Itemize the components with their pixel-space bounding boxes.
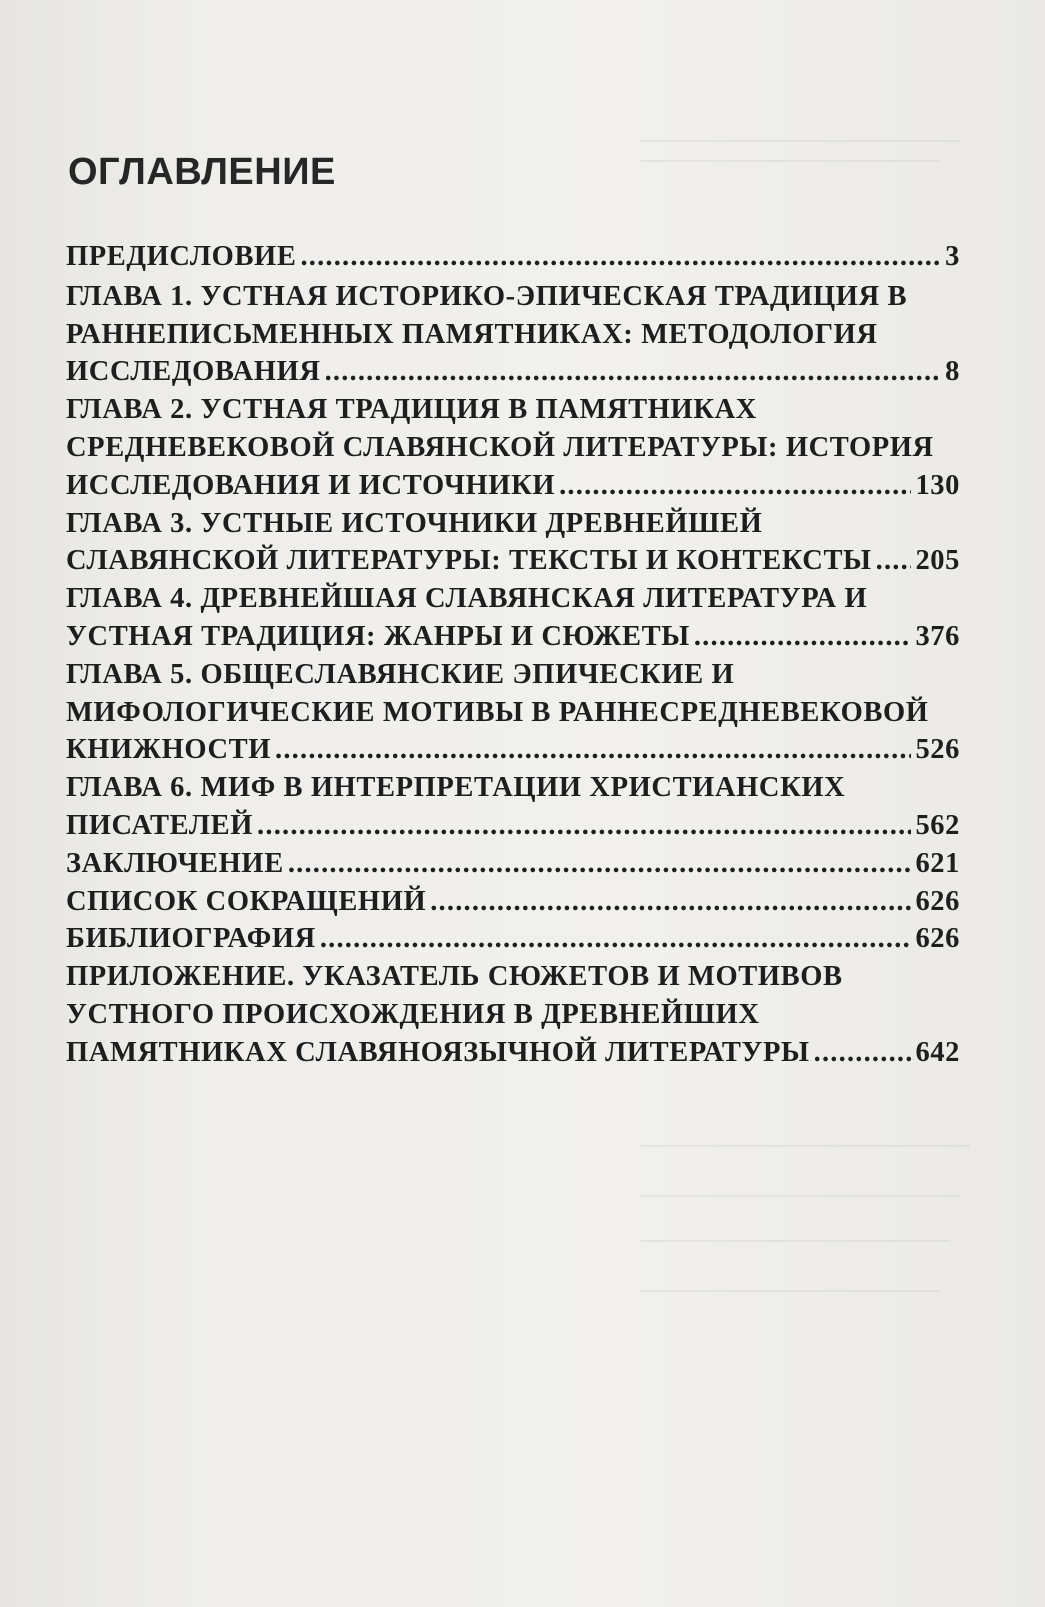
toc-entry-last-line bbox=[66, 883, 960, 921]
toc-entry-title-line: ГЛАВА 5. ОБЩЕСЛАВЯНСКИЕ ЭПИЧЕСКИЕ И bbox=[66, 658, 735, 690]
toc-entry-title-line: ИССЛЕДОВАНИЯ bbox=[66, 356, 321, 388]
toc-entry-last-line bbox=[66, 845, 960, 883]
toc-entry-page-number: 642 bbox=[915, 1036, 960, 1068]
toc-entry[interactable] bbox=[66, 769, 960, 845]
toc-entry[interactable] bbox=[66, 580, 960, 656]
toc-entry[interactable] bbox=[66, 391, 960, 504]
bleed-through-line bbox=[640, 1290, 940, 1292]
toc-entry[interactable] bbox=[66, 920, 960, 958]
bleed-through-line bbox=[640, 160, 940, 162]
dot-leader bbox=[320, 920, 912, 958]
toc-entry-title-line: СПИСОК СОКРАЩЕНИЙ bbox=[66, 885, 427, 917]
dot-leader bbox=[430, 883, 911, 921]
toc-entry[interactable] bbox=[66, 845, 960, 883]
dot-leader bbox=[275, 731, 911, 769]
toc-entry-page-number: 130 bbox=[915, 469, 960, 501]
toc-entry[interactable] bbox=[66, 278, 960, 391]
toc-entry-title-line: СРЕДНЕВЕКОВОЙ СЛАВЯНСКОЙ ЛИТЕРАТУРЫ: ИСТОРИЯ bbox=[66, 431, 934, 463]
toc-entry-title-line: ГЛАВА 2. УСТНАЯ ТРАДИЦИЯ В ПАМЯТНИКАХ bbox=[66, 394, 757, 426]
toc-entry-page-number: 3 bbox=[945, 241, 960, 272]
table-of-contents bbox=[66, 238, 960, 1072]
toc-entry[interactable] bbox=[66, 505, 960, 581]
dot-leader bbox=[288, 845, 912, 883]
toc-entry-last-line bbox=[66, 731, 960, 769]
toc-entry-title-line: ГЛАВА 1. УСТНАЯ ИСТОРИКО-ЭПИЧЕСКАЯ ТРАДИЦИЯ В bbox=[66, 280, 908, 312]
toc-entry-title-line: ГЛАВА 6. МИФ В ИНТЕРПРЕТАЦИИ ХРИСТИАНСКИХ bbox=[66, 772, 846, 804]
toc-entry-title-line: УСТНАЯ ТРАДИЦИЯ: ЖАНРЫ И СЮЖЕТЫ bbox=[66, 620, 690, 652]
toc-entry-last-line bbox=[66, 920, 960, 958]
toc-entry-title-line: РАННЕПИСЬМЕННЫХ ПАМЯТНИКАХ: МЕТОДОЛОГИЯ bbox=[66, 318, 878, 350]
toc-entry-title-line: МИФОЛОГИЧЕСКИЕ МОТИВЫ В РАННЕСРЕДНЕВЕКОВОЙ bbox=[66, 696, 929, 728]
bleed-through-line bbox=[640, 1145, 970, 1147]
toc-entry-title-line: ГЛАВА 3. УСТНЫЕ ИСТОЧНИКИ ДРЕВНЕЙШЕЙ bbox=[66, 507, 763, 539]
bleed-through-line bbox=[640, 140, 960, 142]
dot-leader bbox=[559, 467, 911, 505]
toc-entry-title-line: ИССЛЕДОВАНИЯ И ИСТОЧНИКИ bbox=[66, 469, 556, 501]
toc-entry-title-line: УСТНОГО ПРОИСХОЖДЕНИЯ В ДРЕВНЕЙШИХ bbox=[66, 998, 760, 1030]
toc-entry-page-number: 621 bbox=[915, 847, 960, 879]
toc-entry-last-line bbox=[66, 1034, 960, 1072]
toc-entry-last-line bbox=[66, 807, 960, 845]
dot-leader bbox=[257, 807, 911, 845]
toc-entry-page-number: 526 bbox=[915, 734, 960, 766]
toc-entry[interactable] bbox=[66, 238, 960, 276]
bleed-through-line bbox=[640, 1240, 950, 1242]
toc-entry[interactable] bbox=[66, 656, 960, 769]
toc-entry-title-line: ПРЕДИСЛОВИЕ bbox=[66, 241, 297, 272]
toc-entry-page-number: 626 bbox=[915, 885, 960, 917]
toc-entry-title-line: ЗАКЛЮЧЕНИЕ bbox=[66, 847, 284, 879]
toc-entry-page-number: 205 bbox=[915, 545, 960, 577]
dot-leader bbox=[876, 542, 912, 580]
toc-entry-last-line bbox=[66, 353, 960, 391]
dot-leader bbox=[300, 238, 941, 276]
toc-entry-title-line: ПРИЛОЖЕНИЕ. УКАЗАТЕЛЬ СЮЖЕТОВ И МОТИВОВ bbox=[66, 961, 843, 993]
toc-entry-last-line bbox=[66, 542, 960, 580]
toc-entry-page-number: 626 bbox=[915, 923, 960, 955]
toc-entry[interactable] bbox=[66, 883, 960, 921]
toc-entry-title-line: ПАМЯТНИКАХ СЛАВЯНОЯЗЫЧНОЙ ЛИТЕРАТУРЫ bbox=[66, 1036, 810, 1068]
toc-entry-title-line: БИБЛИОГРАФИЯ bbox=[66, 923, 316, 955]
toc-entry-title-line: ПИСАТЕЛЕЙ bbox=[66, 809, 254, 841]
toc-entry-page-number: 8 bbox=[945, 356, 960, 388]
toc-entry-last-line bbox=[66, 238, 960, 276]
toc-entry-title-line: ГЛАВА 4. ДРЕВНЕЙШАЯ СЛАВЯНСКАЯ ЛИТЕРАТУРА И bbox=[66, 583, 868, 615]
dot-leader bbox=[325, 353, 942, 391]
toc-entry-page-number: 376 bbox=[915, 620, 960, 652]
toc-entry-title-line: КНИЖНОСТИ bbox=[66, 734, 272, 766]
page-title: ОГЛАВЛЕНИЕ bbox=[68, 151, 336, 193]
toc-entry[interactable] bbox=[66, 958, 960, 1071]
dot-leader bbox=[694, 618, 912, 656]
toc-entry-last-line bbox=[66, 467, 960, 505]
dot-leader bbox=[814, 1034, 912, 1072]
toc-entry-title-line: СЛАВЯНСКОЙ ЛИТЕРАТУРЫ: ТЕКСТЫ И КОНТЕКСТЫ bbox=[66, 545, 872, 577]
toc-entry-last-line bbox=[66, 618, 960, 656]
toc-entry-page-number: 562 bbox=[915, 809, 960, 841]
bleed-through-line bbox=[640, 1195, 960, 1197]
